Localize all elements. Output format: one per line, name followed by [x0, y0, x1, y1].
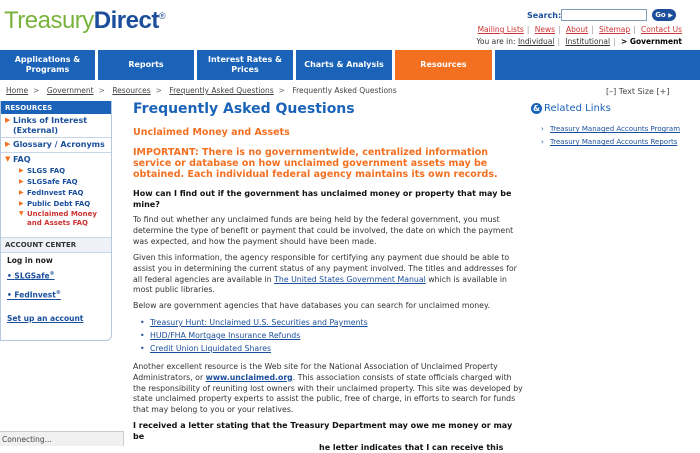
account-center-heading: ACCOUNT CENTER [1, 237, 111, 253]
sidebar [0, 101, 112, 341]
arrow-right-icon: › [541, 138, 544, 146]
nav-tab-resources[interactable]: Resources [395, 50, 492, 80]
mailing-lists-link[interactable]: Mailing Lists [477, 25, 524, 34]
breadcrumb-faq[interactable]: Frequently Asked Questions [169, 86, 274, 95]
nav-tab-applications-programs[interactable]: Applications & Programs [0, 50, 95, 80]
sidebar-subitem-fedinvest-faq[interactable]: ▶ FedInvest FAQ [19, 188, 84, 197]
go-button-label: Go [655, 11, 666, 19]
arrow-right-icon: ▶ [5, 140, 11, 149]
sidebar-item-label: Glossary / Acronyms [13, 140, 105, 150]
sidebar-item-glossary[interactable] [1, 138, 111, 153]
about-link[interactable]: About [565, 25, 589, 34]
audience-current: > Government [620, 37, 682, 46]
arrow-down-icon: ▼ [19, 210, 24, 218]
text-size-control [606, 87, 669, 96]
logo-registered-mark: ® [158, 11, 165, 21]
faq-question-1: How can I find out if the government has unclaimed money or property that may be mine? [133, 189, 512, 209]
arrow-right-icon: ▶ [668, 12, 673, 19]
arrow-right-icon: ▶ [19, 167, 24, 175]
faq-answer-paragraph-1: To find out whether any unclaimed funds are being held by the federal government, you must determine the type of benefit or payment that could be involved, the date on which the payment was expected, and how the payment should have been made. [133, 215, 514, 246]
related-link-tma-reports[interactable]: › Treasury Managed Accounts Reports [541, 138, 678, 146]
news-link[interactable]: News [534, 25, 556, 34]
breadcrumb-current: Frequently Asked Questions [292, 86, 397, 95]
text-size-label: Text Size [618, 87, 654, 96]
related-link-tmap[interactable]: › Treasury Managed Accounts Program [541, 125, 681, 133]
faq-answer-paragraph-4: Another excellent resource is the Web site for the National Association of Unclaimed Property Administrators, or www.unclaimed.org. This association consists of state officials charged with the responsibility of reuniting lost owners with their unclaimed property. This site was developed by state unclaimed property experts to assist the public, free of charge, in efforts to search for funds that may belong to you or your relatives. [133, 362, 523, 414]
slgsafe-login-link[interactable]: • SLGSafe® [7, 270, 55, 281]
faq-answer-paragraph-2: Given this information, the agency responsible for certifying any payment due should be able to assist you in determining the current status of any payment involved. The titles and addresses for all federal agencies are available in The United States Government Manual which is available in most public libraries. [133, 253, 517, 295]
arrow-right-icon: ▶ [19, 199, 24, 207]
breadcrumb-government[interactable]: Government [46, 86, 94, 95]
breadcrumb-resources[interactable]: Resources [112, 86, 151, 95]
important-notice: IMPORTANT: There is no governmentwide, centralized information service or database on how unclaimed government assets may be obtained. Each individual federal agency maintains its own records. [133, 147, 498, 181]
utility-links: Mailing Lists | News | About | Sitemap | Contact Us [477, 25, 682, 34]
logo-text-direct: Direct [93, 7, 159, 34]
breadcrumb-home[interactable]: Home [6, 86, 29, 95]
sidebar-subitem-slgs-faq[interactable]: ▶ SLGS FAQ [19, 167, 66, 176]
sidebar-item-label: FAQ [13, 154, 31, 164]
faq-answer-paragraph-3: Below are government agencies that have databases you can search for unclaimed money. [133, 301, 490, 310]
treasurydirect-logo[interactable] [4, 7, 165, 35]
bullet-icon: • [140, 331, 145, 340]
browser-status-bar: Connecting... [0, 431, 124, 446]
nav-tab-charts-analysis[interactable]: Charts & Analysis [296, 50, 392, 80]
text-size-decrease[interactable]: [–] [606, 87, 617, 96]
search-label: Search: [527, 11, 562, 20]
fedinvest-login-link[interactable]: • FedInvest® [7, 290, 61, 300]
setup-account-link[interactable]: Set up an account [7, 313, 84, 323]
you-are-in-label: You are in: [476, 37, 516, 46]
audience-individual-link[interactable]: Individual [517, 37, 555, 46]
section-title: Unclaimed Money and Assets [133, 127, 290, 138]
sidebar-subitem-unclaimed-money-faq[interactable]: ▼ Unclaimed Money and Assets FAQ [19, 210, 97, 228]
bullet-icon: • [140, 344, 145, 353]
search-input[interactable] [561, 9, 647, 21]
sidebar-item-links-of-interest[interactable] [1, 114, 111, 138]
main-nav [0, 50, 700, 80]
contact-us-link[interactable]: Contact Us [641, 25, 682, 34]
bullet-icon: • [140, 318, 145, 327]
breadcrumb: Home > Government > Resources > Frequently Asked Questions > Frequently Asked Questions [6, 86, 397, 95]
link-icon: & [531, 103, 542, 114]
arrow-right-icon: ▶ [19, 178, 24, 186]
agency-list [140, 318, 368, 357]
audience-institutional-link[interactable]: Institutional [565, 37, 611, 46]
nav-tab-filler [495, 50, 700, 80]
agency-link-credit-union[interactable]: • Credit Union Liquidated Shares [140, 344, 272, 353]
faq-question-2: I received a letter stating that the Treasury Department may owe me money or may be he letter indicates that I can receive this [133, 421, 513, 452]
login-label: Log in now [7, 255, 53, 265]
sidebar-subitem-public-debt-faq[interactable]: ▶ Public Debt FAQ [19, 199, 91, 208]
agency-link-hud-fha[interactable]: • HUD/FHA Mortgage Insurance Refunds [140, 331, 301, 340]
text-size-increase[interactable]: [+] [656, 87, 670, 96]
unclaimed-org-link[interactable]: www.unclaimed.org [205, 372, 293, 382]
audience-selector: You are in: Individual | Institutional | > Government [476, 37, 682, 46]
nav-tab-reports[interactable]: Reports [98, 50, 194, 80]
nav-tab-interest-rates-prices[interactable]: Interest Rates & Prices [197, 50, 293, 80]
arrow-right-icon: ▶ [5, 116, 11, 124]
sidebar-subitem-slgsafe-faq[interactable]: ▶ SLGSafe FAQ [19, 178, 78, 187]
government-manual-link[interactable]: The United States Government Manual [274, 274, 426, 284]
sidebar-item-faq[interactable] [1, 153, 111, 167]
logo-text-treasury: Treasury [4, 7, 94, 34]
agency-link-treasury-hunt[interactable]: • Treasury Hunt: Unclaimed U.S. Securities and Payments [140, 318, 368, 327]
page-title: Frequently Asked Questions [133, 101, 355, 117]
sidebar-heading: RESOURCES [1, 101, 111, 114]
go-button[interactable] [652, 9, 676, 21]
arrow-down-icon: ▼ [5, 154, 11, 163]
related-links-heading: & Related Links [533, 103, 611, 114]
sitemap-link[interactable]: Sitemap [599, 25, 631, 34]
arrow-right-icon: › [541, 125, 544, 133]
sidebar-item-label: Links of Interest (External) [13, 116, 88, 135]
arrow-right-icon: ▶ [19, 188, 24, 196]
